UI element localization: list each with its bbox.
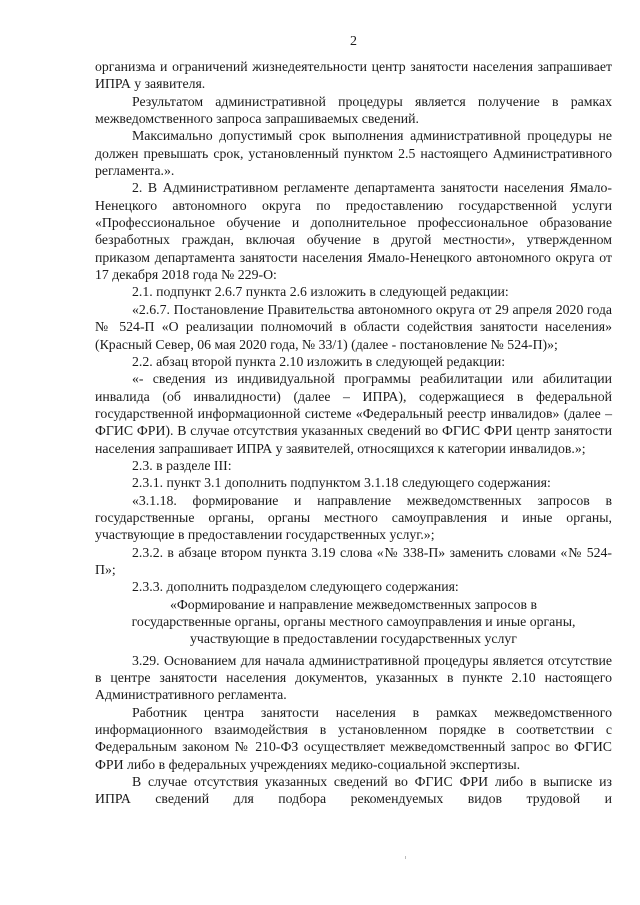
subsection-heading-line-1: «Формирование и направление межведомственных запросов в bbox=[170, 596, 537, 612]
paragraph-item-3-1-18: «3.1.18. формирование и направление межведомственных запросов в государственные органы, органы местного самоуправления и иные органы, участвующие в предоставлении государственных услуг.»; bbox=[95, 492, 612, 543]
paragraph-employee: Работник центра занятости населения в рамках межведомственного информационного взаимодействия в установленном порядке в соответствии с Федеральным законом № 210-ФЗ осуществляет межведомственный запрос во ФГИС ФРИ либо в федеральных учреждениях медико-социальной экспертизы. bbox=[95, 704, 612, 772]
paragraph-item-2-6-7: «2.6.7. Постановление Правительства автономного округа от 29 апреля 2020 года № 524-П «О реализации полномочий в области содействия занятости населения» (Красный Север, 06 мая 2020 года, № 33/1) (далее - постановление № 524-П)»; bbox=[95, 301, 612, 352]
paragraph-absence: В случае отсутствия указанных сведений во ФГИС ФРИ либо в выписке из ИПРА сведений для подбора рекомендуемых видов трудовой и bbox=[95, 774, 612, 807]
paragraph-result: Результатом административной процедуры является получение в рамках межведомственного запроса запрашиваемых сведений. bbox=[95, 93, 612, 127]
paragraph-item-2-3: 2.3. в разделе III: bbox=[132, 457, 232, 473]
subsection-heading-line-2: государственные органы, органы местного самоуправления и иные органы, bbox=[131, 614, 576, 629]
page-number: 2 bbox=[350, 34, 357, 49]
paragraph-item-3-29: 3.29. Основанием для начала административной процедуры является отсутствие в центре занятости населения документов, указанных в пункте 2.10 настоящего Административного регламента. bbox=[95, 652, 612, 703]
paragraph-item-2-3-1: 2.3.1. пункт 3.1 дополнить подпунктом 3.1.18 следующего содержания: bbox=[132, 475, 551, 491]
paragraph-item-2-3-3: 2.3.3. дополнить подразделом следующего содержания: bbox=[132, 579, 459, 595]
scan-mark bbox=[405, 856, 406, 859]
paragraph-item-2-3-2: 2.3.2. в абзаце втором пункта 3.19 слова «№ 338-П» заменить словами «№ 524-П»; bbox=[95, 544, 612, 577]
paragraph-item-2-1: 2.1. подпункт 2.6.7 пункта 2.6 изложить в следующей редакции: bbox=[132, 284, 509, 300]
paragraph-item-2: 2. В Административном регламенте департамента занятости населения Ямало-Ненецкого автономного округа по предоставлению государственной услуги «Профессиональное обучение и дополнительное профессиональное образование безработных граждан, включая обучение в другой местности», утвержденном приказом департамента занятости населения Ямало-Ненецкого автономного округа от 17 декабря 2018 года № 229-О: bbox=[95, 180, 612, 283]
paragraph-item-2-2: 2.2. абзац второй пункта 2.10 изложить в следующей редакции: bbox=[132, 353, 506, 369]
paragraph-ipra-info: «- сведения из индивидуальной программы реабилитации или абилитации инвалида (об инвалидности) (далее – ИПРА), содержащиеся в федеральной государственной информационной системе «Федеральный реестр инвалидов» (далее – ФГИС ФРИ). В случае отсутствия указанных сведений во ФГИС ФРИ центр занятости населения запрашивает ИПРА у заявителей, относящихся к категории инвалидов.»; bbox=[95, 371, 612, 456]
paragraph-max-term: Максимально допустимый срок выполнения административной процедуры не должен превышать срок, установленный пунктом 2.5 настоящего Административного регламента.». bbox=[95, 128, 612, 179]
paragraph-continuation: организма и ограничений жизнедеятельности центр занятости населения запрашивает ИПРА у заявителя. bbox=[95, 59, 612, 92]
subsection-heading-line-3: участвующие в предоставлении государственных услуг bbox=[190, 631, 517, 647]
